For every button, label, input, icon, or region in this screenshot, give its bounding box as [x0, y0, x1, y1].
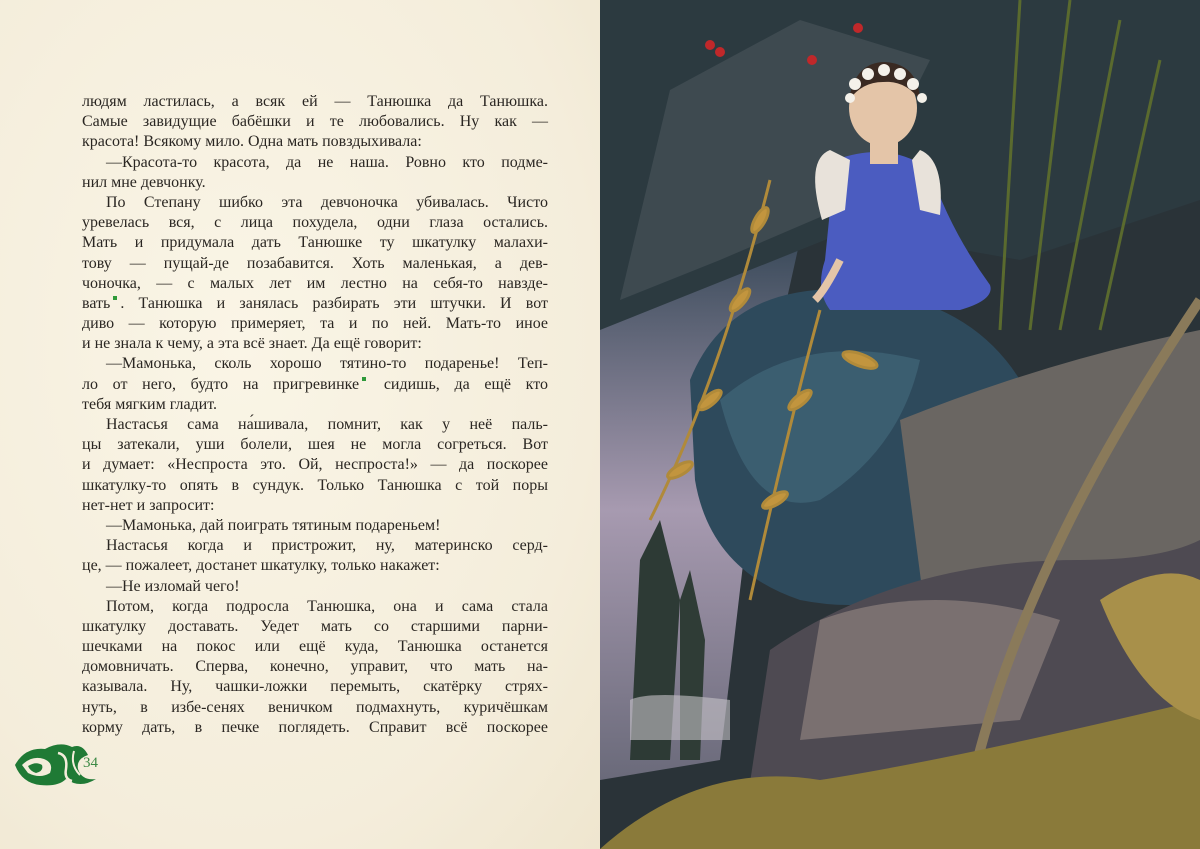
- text-line-content: це, — пожалеет, достанет шкатулку, только накажет:: [82, 557, 440, 575]
- text-line: [82, 193, 548, 213]
- text-line: [82, 153, 548, 173]
- text-line: [82, 274, 548, 294]
- text-line: [82, 698, 548, 718]
- text-line-content: шкатулку-то опять в сундук. Только Танюшка с той поры: [82, 476, 548, 494]
- text-line: [82, 718, 548, 738]
- text-line: [82, 375, 548, 395]
- text-line-content: нил мне девчонку.: [82, 173, 206, 191]
- text-line: [82, 213, 548, 233]
- text-line: [82, 294, 548, 314]
- page-number: 34: [83, 755, 98, 771]
- text-line: [82, 516, 548, 536]
- text-line-content: корму дать, в печке поглядеть. Справит всё поскорее: [82, 718, 548, 736]
- text-line: [82, 617, 548, 637]
- text-line-content: нет-нет и запросит:: [82, 496, 215, 514]
- text-line-continuation: сидишь, да ещё кто: [369, 375, 548, 393]
- text-line: [82, 637, 548, 657]
- text-line-content: —Мамонька, сколь хорошо тятино-то подаренье! Теп-: [106, 355, 548, 373]
- text-line: [82, 314, 548, 334]
- text-line-content: ло от него, будто на пригревинке: [82, 375, 360, 393]
- text-line-content: нуть, в избе-сенях веничком подмахнуть, куричёшкам: [82, 698, 548, 716]
- text-line-content: —Мамонька, дай поиграть тятиным подареньем!: [106, 516, 441, 534]
- text-line: [82, 254, 548, 274]
- text-line-content: уревелась вся, с лица похудела, одни глаза остались.: [82, 214, 548, 232]
- text-line-content: и думает: «Неспроста это. Ой, неспроста!» — да поскорее: [82, 456, 548, 474]
- text-line: [82, 435, 548, 455]
- text-line: [82, 476, 548, 496]
- text-line-continuation: . Танюшка и занялась разбирать эти штучки. И вот: [120, 294, 548, 312]
- text-line: [82, 132, 548, 152]
- text-line-content: людям ластилась, а всяк ей — Танюшка да Танюшка.: [82, 93, 548, 110]
- text-line-content: красота! Всякому мило. Одна мать повздыхивала:: [82, 133, 422, 151]
- text-line: [82, 334, 548, 354]
- text-line-content: Настасья когда и пристрожит, ну, материнско серд-: [106, 537, 548, 555]
- illustration: [600, 0, 1200, 849]
- text-line-content: тову — пущай-де позабавится. Хоть маленькая, а дев-: [82, 254, 548, 272]
- footnote-marker-icon[interactable]: [113, 296, 117, 300]
- text-line: [82, 556, 548, 576]
- text-line-content: домовничать. Сперва, конечно, управит, что мать на-: [82, 658, 548, 676]
- text-line-content: Потом, когда подросла Танюшка, она и сама стала: [106, 597, 548, 615]
- text-line-content: шечками на покос или ещё куда, Танюшка останется: [82, 638, 548, 656]
- text-line-content: —Не изломай чего!: [106, 577, 240, 595]
- text-line: [82, 536, 548, 556]
- text-line: [82, 577, 548, 597]
- text-line-content: чоночка, — с малых лет им лестно на себя-то навзде-: [82, 274, 548, 292]
- text-line: [82, 597, 548, 617]
- text-line-content: и не знала к чему, а эта всё знает. Да ещё говорит:: [82, 335, 422, 353]
- text-line: [82, 173, 548, 193]
- text-line: [82, 92, 548, 112]
- text-line-content: Мать и придумала дать Танюшке ту шкатулку малахи-: [82, 234, 548, 252]
- text-line: [82, 233, 548, 253]
- text-line: [82, 395, 548, 415]
- text-line: [82, 455, 548, 475]
- text-line: [82, 354, 548, 374]
- text-line-content: шкатулку доставать. Уедет мать со старшими парни-: [82, 617, 548, 635]
- text-line-content: казывала. Ну, чашки-ложки перемыть, скатёрку стрях-: [82, 678, 548, 696]
- text-line: [82, 657, 548, 677]
- text-line-content: вать: [82, 294, 111, 312]
- text-line: [82, 496, 548, 516]
- text-line-content: тебя мягким гладит.: [82, 395, 218, 413]
- text-line-content: цы затекали, уши болели, шея не могла согреться. Вот: [82, 436, 548, 454]
- text-line-content: —Красота-то красота, да не наша. Ровно кто подме-: [106, 153, 548, 171]
- body-text: [82, 92, 548, 738]
- text-line: [82, 677, 548, 697]
- text-line-content: По Степану шибко эта девчоночка убивалась. Чисто: [106, 193, 548, 211]
- footnote-marker-icon[interactable]: [362, 377, 366, 381]
- text-line-content: Самые завидущие бабёшки и те любовались. Ну как —: [82, 113, 548, 131]
- text-line: [82, 112, 548, 132]
- text-line: [82, 415, 548, 435]
- text-line-content: Настасья сама на́шивала, помнит, как у неё паль-: [106, 416, 548, 433]
- text-line-content: диво — которую примеряет, та и по ней. Мать-то иное: [82, 315, 548, 333]
